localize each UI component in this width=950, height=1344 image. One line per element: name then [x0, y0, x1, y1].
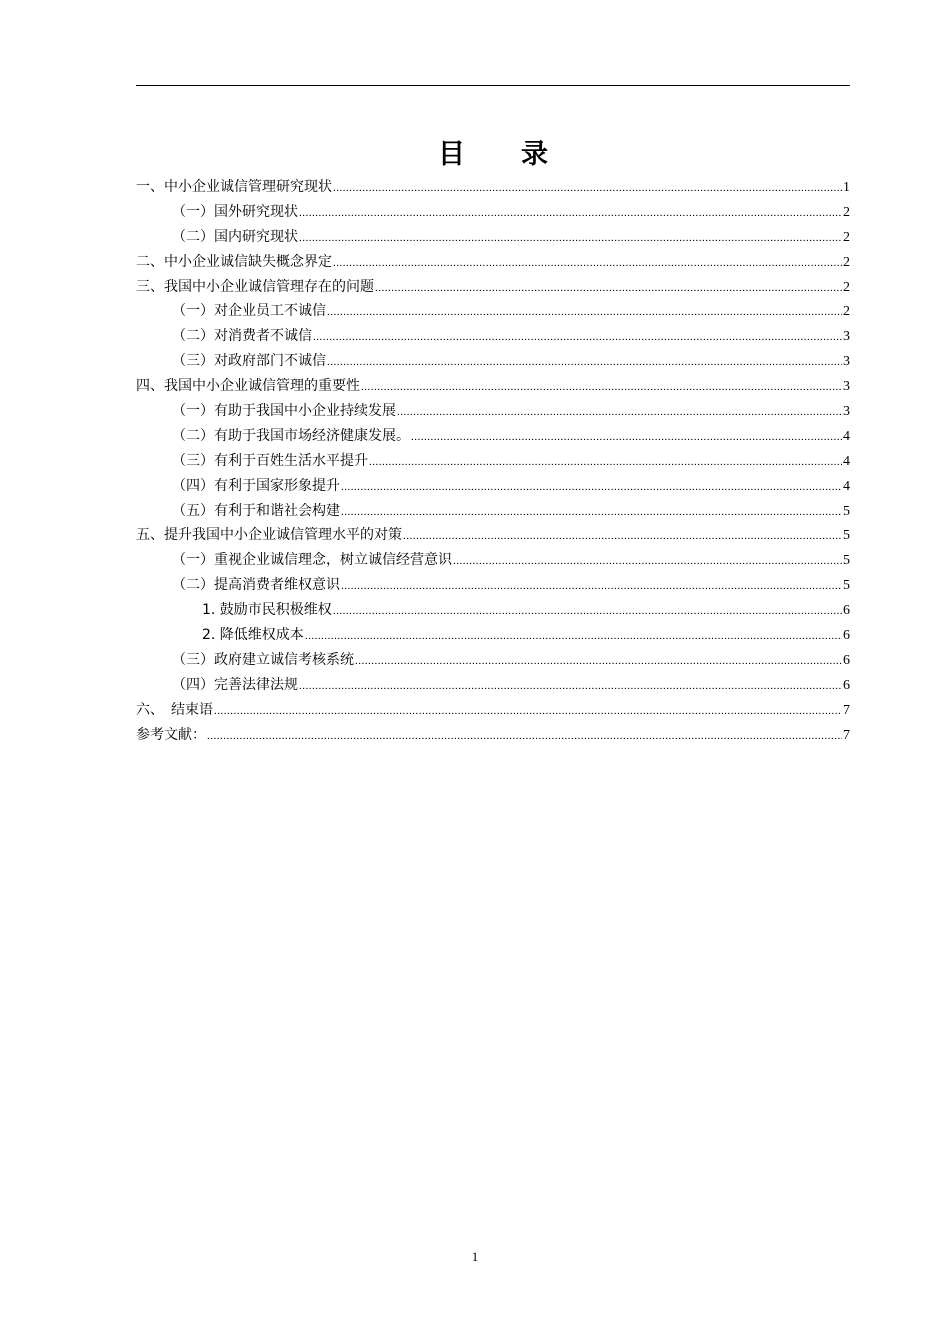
toc-dot-leader [341, 500, 842, 525]
toc-dot-leader [299, 674, 842, 699]
toc-entry-text: （四）完善法律法规 [172, 676, 298, 693]
toc-entry[interactable] [136, 175, 850, 200]
toc-entry[interactable] [136, 324, 850, 349]
toc-entry-text: 六、 结束语 [136, 701, 213, 718]
toc-entry-text: （二）有助于我国市场经济健康发展。 [172, 427, 410, 444]
toc-dot-leader [333, 251, 842, 276]
toc-entry-text: （一）对企业员工不诚信 [172, 303, 326, 320]
toc-entry-text: 2. 降低维权成本 [202, 627, 304, 644]
toc-entry-page: 7 [843, 727, 850, 743]
toc-entry[interactable] [136, 548, 850, 573]
toc-dot-leader [355, 649, 842, 674]
toc-entry[interactable] [136, 673, 850, 698]
toc-entry-page: 2 [843, 204, 850, 220]
toc-entry-page: 2 [843, 304, 850, 320]
page-number: 1 [471, 1249, 479, 1264]
toc-dot-leader [299, 201, 842, 226]
toc-entry-text: （三）有利于百姓生活水平提升 [172, 452, 368, 469]
toc-dot-leader [411, 425, 842, 450]
toc-entry-page: 3 [843, 329, 850, 345]
toc-entry-text: 1. 鼓励市民积极维权 [202, 602, 332, 619]
toc-entry-page: 6 [843, 652, 850, 668]
toc-entry-page: 1 [843, 180, 850, 195]
toc-entry-text: （二）对消费者不诚信 [172, 328, 312, 345]
toc-entry[interactable] [136, 225, 850, 250]
toc-dot-leader [375, 276, 842, 301]
toc-entry[interactable] [136, 598, 850, 623]
toc-entry[interactable] [136, 250, 850, 275]
toc-entry-page: 4 [843, 478, 850, 494]
toc-entry-text: （二）国内研究现状 [172, 228, 298, 245]
toc-entry[interactable] [136, 698, 850, 723]
toc-entry-text: （二）提高消费者维权意识 [172, 577, 340, 594]
toc-entry-text: （一）有助于我国中小企业持续发展 [172, 403, 396, 420]
toc-entry-text: （三）对政府部门不诚信 [172, 353, 326, 370]
toc-entry[interactable] [136, 399, 850, 424]
toc-entry[interactable] [136, 424, 850, 449]
toc-entry-page: 2 [843, 229, 850, 245]
toc-entry-page: 5 [843, 578, 850, 594]
toc-dot-leader [327, 300, 842, 325]
toc-dot-leader [313, 325, 842, 350]
toc-dot-leader [403, 524, 842, 549]
toc-entry-page: 5 [843, 553, 850, 569]
toc-entry-page: 4 [843, 453, 850, 469]
toc-entry-page: 3 [843, 404, 850, 420]
toc-entry-text: 四、我国中小企业诚信管理的重要性 [136, 378, 360, 395]
toc-dot-leader [333, 599, 842, 624]
toc-entry[interactable] [136, 474, 850, 499]
toc-entry-page: 2 [843, 279, 850, 295]
toc-entry[interactable] [136, 374, 850, 399]
toc-entry-text: 五、提升我国中小企业诚信管理水平的对策 [136, 527, 402, 544]
toc-title-char: 录 [521, 139, 548, 170]
toc-entry-text: （一）重视企业诚信理念，树立诚信经营意识 [172, 552, 452, 569]
toc-entry[interactable] [136, 200, 850, 225]
toc-entry-page: 3 [843, 354, 850, 370]
toc-dot-leader [333, 176, 842, 201]
header-rule [136, 85, 850, 86]
toc-dot-leader [397, 400, 842, 425]
toc-dot-leader [341, 475, 842, 500]
toc-entry-page: 7 [843, 702, 850, 718]
toc-entry-text: 一、中小企业诚信管理研究现状 [136, 179, 332, 195]
toc-entry[interactable] [136, 299, 850, 324]
toc-entry[interactable] [136, 449, 850, 474]
toc-entry-page: 6 [843, 603, 850, 619]
toc-entry-text: （五）有利于和谐社会构建 [172, 502, 340, 519]
toc-dot-leader [453, 549, 842, 574]
toc-entry-page: 4 [843, 428, 850, 444]
table-of-contents [136, 175, 850, 747]
toc-entry[interactable] [136, 623, 850, 648]
toc-entry[interactable] [136, 648, 850, 673]
toc-dot-leader [214, 699, 842, 724]
toc-entry-page: 6 [843, 628, 850, 644]
toc-entry-text: 参考文献： [136, 726, 206, 743]
toc-title-char: 目 [438, 139, 465, 170]
toc-entry[interactable] [136, 275, 850, 300]
toc-entry[interactable] [136, 499, 850, 524]
toc-entry-page: 2 [843, 254, 850, 270]
toc-dot-leader [327, 350, 842, 375]
toc-entry[interactable] [136, 723, 850, 748]
toc-dot-leader [341, 574, 842, 599]
toc-entry[interactable] [136, 573, 850, 598]
toc-entry-text: 三、我国中小企业诚信管理存在的问题 [136, 278, 374, 295]
toc-entry-text: （一）国外研究现状 [172, 203, 298, 220]
toc-dot-leader [299, 226, 842, 251]
toc-dot-leader [369, 450, 842, 475]
toc-entry-page: 3 [843, 379, 850, 395]
toc-dot-leader [305, 624, 842, 649]
toc-dot-leader [361, 375, 842, 400]
toc-entry-text: 二、中小企业诚信缺失概念界定 [136, 253, 332, 270]
toc-title [136, 132, 850, 171]
toc-entry-text: （四）有利于国家形象提升 [172, 477, 340, 494]
toc-entry-page: 6 [843, 677, 850, 693]
toc-entry[interactable] [136, 349, 850, 374]
toc-entry-page: 5 [843, 528, 850, 544]
toc-entry-text: （三）政府建立诚信考核系统 [172, 651, 354, 668]
toc-entry-page: 5 [843, 503, 850, 519]
toc-entry[interactable] [136, 523, 850, 548]
toc-dot-leader [207, 724, 842, 749]
